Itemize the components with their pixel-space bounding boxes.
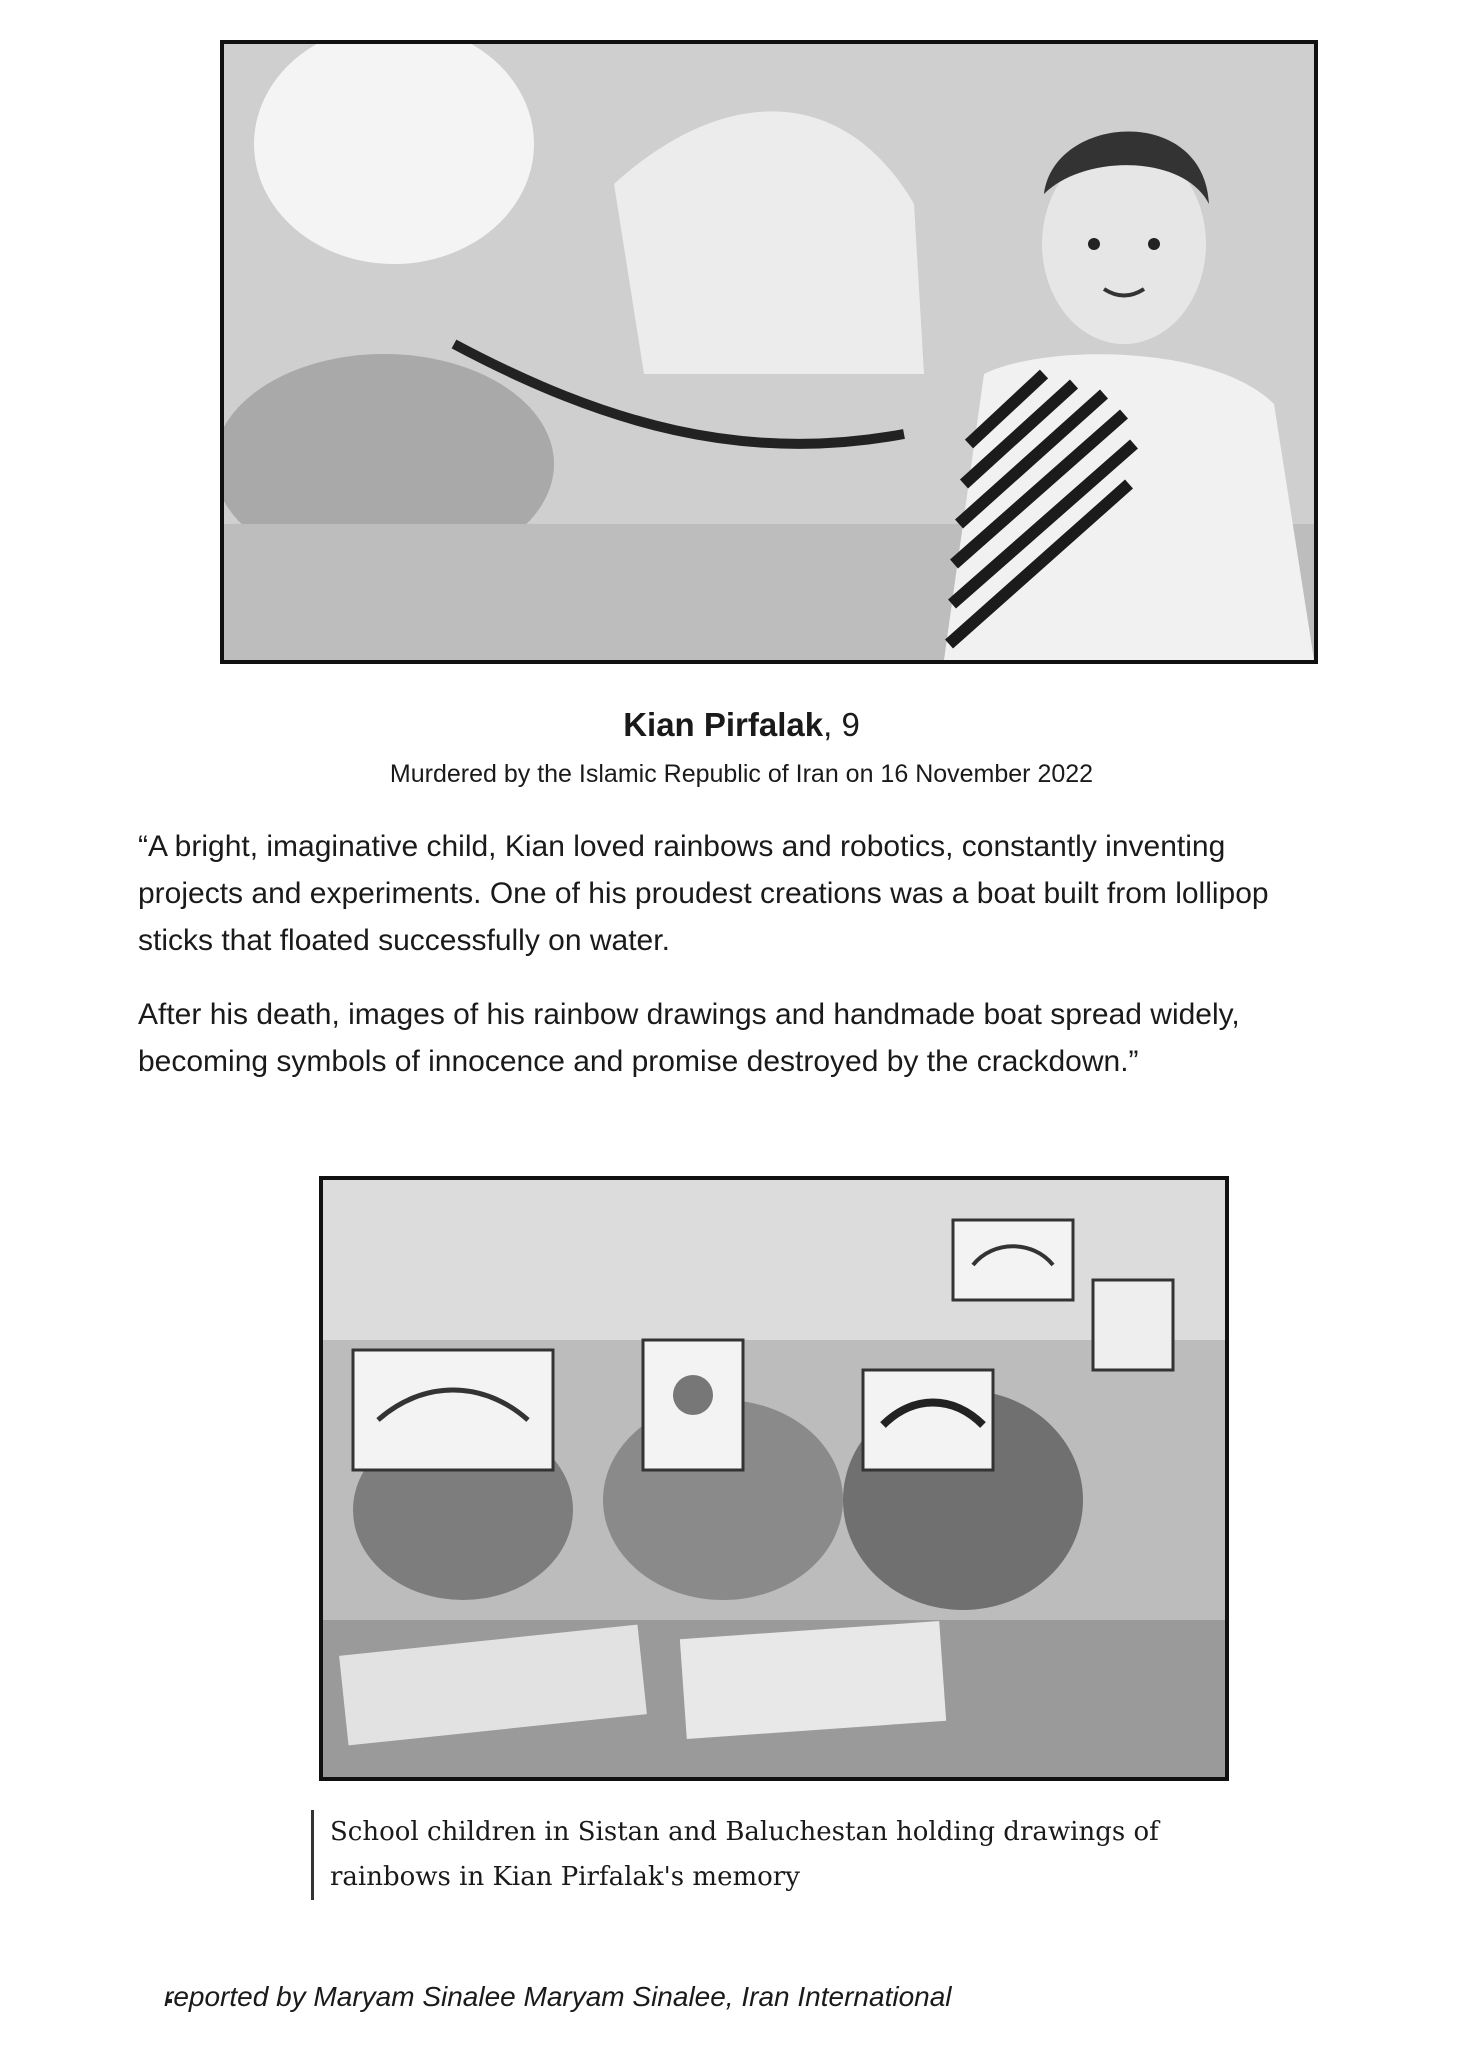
quote-paragraph-2: After his death, images of his rainbow drawings and handmade boat spread widely, becoming symbols of innocence and promise destroyed by the crackdown.” [138,998,1240,1078]
person-age: , 9 [823,706,860,743]
death-date-subtitle: Murdered by the Islamic Republic of Iran on 16 November 2022 [389,760,1094,788]
person-heading [0,706,1483,744]
person-name: Kian Pirfalak [623,706,824,743]
byline: reported by Maryam Sinalee Maryam Sinalee, Iran International [164,1981,952,2012]
quote-paragraph-1: “A bright, imaginative child, Kian loved rainbows and robotics, constantly inventing projects and experiments. One of his proudest creations was a boat built from lollipop sticks that floated successfully on water. [138,830,1269,957]
portrait-photo [220,40,1318,664]
children-photo [319,1176,1229,1781]
photo-caption: School children in Sistan and Baluchestan holding drawings of rainbows in Kian Pirfalak's memory [311,1810,1250,1900]
